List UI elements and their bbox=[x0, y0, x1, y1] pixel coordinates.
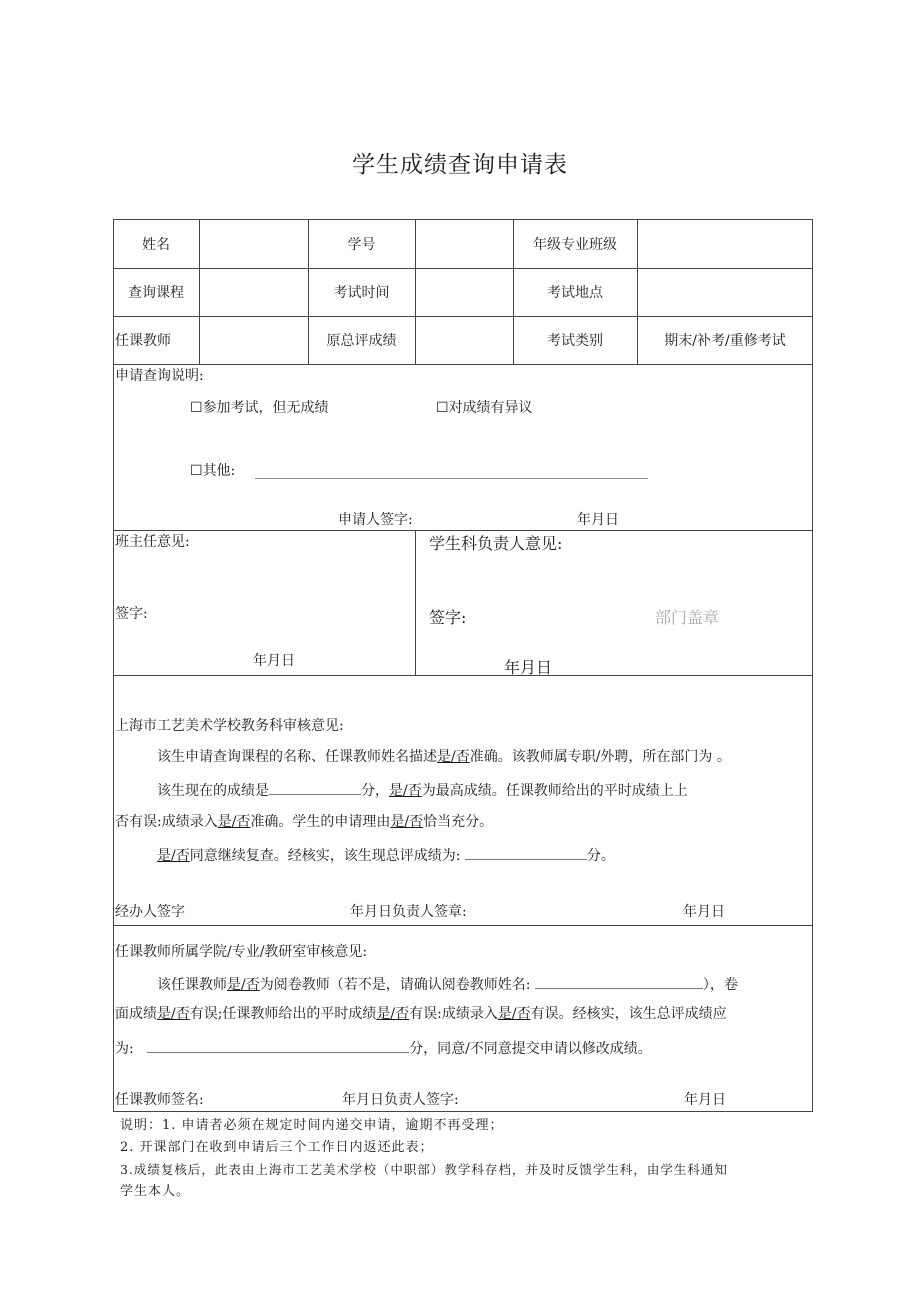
handler-signature-label: 经办人签字 bbox=[115, 904, 185, 920]
teacher-signature-label: 任课教师签名: bbox=[115, 1092, 204, 1108]
label-name: 姓名 bbox=[142, 236, 170, 253]
exam-location-field[interactable] bbox=[638, 269, 812, 315]
option-other[interactable] bbox=[190, 462, 235, 480]
text: 该生现在的成绩是 bbox=[157, 783, 269, 799]
department-review-heading: 任课教师所属学院/专业/教研室审核意见: bbox=[115, 944, 368, 960]
text: 准确。学生的申请理由 bbox=[250, 814, 391, 830]
text: 同意继续复查。经核实，该生现总评成绩为: bbox=[189, 848, 461, 864]
note-item: 3.成绩复核后，此表由上海市工艺美术学校（中职部）教学科存档，并及时反馈学生科，由学生科通知 bbox=[120, 1162, 728, 1177]
student-affairs-date-label: 年月日 bbox=[504, 658, 553, 677]
page-title: 学生成绩查询申请表 bbox=[352, 152, 568, 178]
other-reason-field[interactable] bbox=[255, 477, 648, 479]
row-divider bbox=[113, 530, 813, 531]
label-student-id: 学号 bbox=[347, 236, 376, 253]
academic-review-line-3 bbox=[115, 813, 493, 831]
academic-review-line-2 bbox=[157, 780, 688, 800]
label-grade-major-class: 年级专业班级 bbox=[533, 236, 617, 253]
department-review-line-1 bbox=[157, 974, 738, 994]
label-original-total-score: 原总评成绩 bbox=[326, 333, 397, 349]
department-responsible-signature-label: 年月日负责人签字: bbox=[342, 1092, 459, 1108]
applicant-date-label: 年月日 bbox=[577, 512, 619, 528]
text: 该任课教师 bbox=[157, 977, 227, 993]
yes-no-choice[interactable]: 是/否 bbox=[376, 1006, 410, 1022]
text: 面成绩 bbox=[115, 1006, 157, 1022]
label-query-course: 查询课程 bbox=[128, 285, 184, 301]
option-label: 参加考试，但无成绩 bbox=[202, 400, 329, 416]
checkbox-icon[interactable]: ☐ bbox=[190, 463, 203, 479]
row-divider bbox=[113, 675, 813, 676]
department-review-line-3 bbox=[115, 1038, 652, 1058]
text: 有误。经核实，该生总评成绩应 bbox=[530, 1006, 727, 1022]
notes bbox=[120, 1115, 728, 1203]
text: 恰当充分。 bbox=[423, 814, 494, 830]
query-course-field[interactable] bbox=[200, 269, 307, 315]
department-stamp-label: 部门盖章 bbox=[655, 608, 720, 627]
option-no-score[interactable] bbox=[190, 399, 329, 417]
yes-no-choice[interactable]: 是/否 bbox=[157, 1006, 190, 1022]
course-teacher-field[interactable] bbox=[200, 317, 307, 363]
yes-no-choice[interactable]: 是/否 bbox=[227, 977, 260, 993]
head-teacher-date-label: 年月日 bbox=[253, 653, 295, 669]
label-exam-time: 考试时间 bbox=[333, 285, 390, 301]
column-divider bbox=[415, 530, 416, 675]
department-review-line-2 bbox=[115, 1005, 727, 1023]
label-course-teacher: 任课教师 bbox=[115, 333, 171, 349]
academic-review-line-1 bbox=[157, 748, 731, 766]
checkbox-icon[interactable]: ☐ bbox=[190, 400, 203, 416]
yes-no-choice[interactable]: 是/否 bbox=[437, 749, 470, 765]
student-affairs-heading: 学生科负责人意见: bbox=[429, 534, 563, 553]
option-label: 其他: bbox=[202, 463, 236, 479]
student-id-field[interactable] bbox=[416, 220, 512, 267]
text: 分。 bbox=[586, 848, 615, 864]
row-divider bbox=[113, 925, 813, 926]
exam-type-value[interactable]: 期末/补考/重修考试 bbox=[664, 333, 786, 349]
text: 否有误:成绩录入 bbox=[115, 814, 218, 830]
grader-name-field[interactable] bbox=[535, 974, 703, 989]
yes-no-choice[interactable]: 是/否 bbox=[157, 848, 190, 864]
yes-no-choice[interactable]: 是/否 bbox=[497, 1006, 531, 1022]
text: 分， bbox=[361, 783, 389, 799]
text: 该生申请查询课程的名称、任课教师姓名描述 bbox=[157, 749, 437, 765]
note-item: 学生本人。 bbox=[120, 1184, 191, 1199]
option-label: 对成绩有异议 bbox=[448, 400, 533, 416]
text: 准确。该教师属专职/外聘，所在部门为 。 bbox=[469, 749, 731, 765]
department-date-label: 年月日 bbox=[684, 1092, 726, 1108]
verified-score-field[interactable] bbox=[465, 845, 587, 860]
text: ），卷 bbox=[702, 977, 738, 993]
grade-major-class-field[interactable] bbox=[638, 220, 812, 267]
academic-date-label: 年月日 bbox=[683, 904, 725, 920]
current-score-field[interactable] bbox=[269, 780, 361, 795]
final-score-field[interactable] bbox=[147, 1038, 409, 1053]
text: 为最高成绩。任课教师给出的平时成绩上上 bbox=[421, 783, 688, 799]
academic-responsible-signature-label: 年月日负责人签章: bbox=[350, 904, 467, 920]
label-exam-type: 考试类别 bbox=[547, 333, 603, 349]
request-heading: 申请查询说明: bbox=[115, 368, 204, 384]
academic-review-line-4 bbox=[157, 845, 615, 865]
option-dispute-score[interactable] bbox=[436, 399, 533, 417]
exam-time-field[interactable] bbox=[416, 269, 512, 315]
text: 有误:成绩录入 bbox=[409, 1006, 498, 1022]
name-field[interactable] bbox=[200, 220, 307, 267]
head-teacher-sign-label: 签字: bbox=[115, 606, 148, 622]
applicant-signature-label: 申请人签字: bbox=[338, 512, 413, 528]
checkbox-icon[interactable]: ☐ bbox=[436, 400, 449, 416]
yes-no-choice[interactable]: 是/否 bbox=[390, 814, 424, 830]
label-exam-location: 考试地点 bbox=[547, 285, 603, 301]
academic-review-heading: 上海市工艺美术学校教务科审核意见: bbox=[115, 718, 344, 734]
text: 有误;任课教师给出的平时成绩 bbox=[189, 1006, 377, 1022]
text: 分，同意/不同意提交申请以修改成绩。 bbox=[409, 1041, 652, 1057]
head-teacher-heading: 班主任意见: bbox=[115, 534, 190, 550]
yes-no-choice[interactable]: 是/否 bbox=[217, 814, 251, 830]
text: 为阅卷教师（若不是，请确认阅卷教师姓名: bbox=[259, 977, 531, 993]
note-item: 说明：1. 申请者必须在规定时间内递交申请，逾期不再受理； bbox=[120, 1118, 504, 1133]
text: 为: bbox=[115, 1041, 134, 1057]
student-affairs-sign-label: 签字: bbox=[429, 608, 467, 627]
yes-no-choice[interactable]: 是/否 bbox=[389, 783, 422, 799]
row-divider bbox=[113, 364, 813, 365]
original-total-score-field[interactable] bbox=[416, 317, 512, 363]
note-item: 2. 开课部门在收到申请后三个工作日内返还此表； bbox=[120, 1140, 434, 1155]
